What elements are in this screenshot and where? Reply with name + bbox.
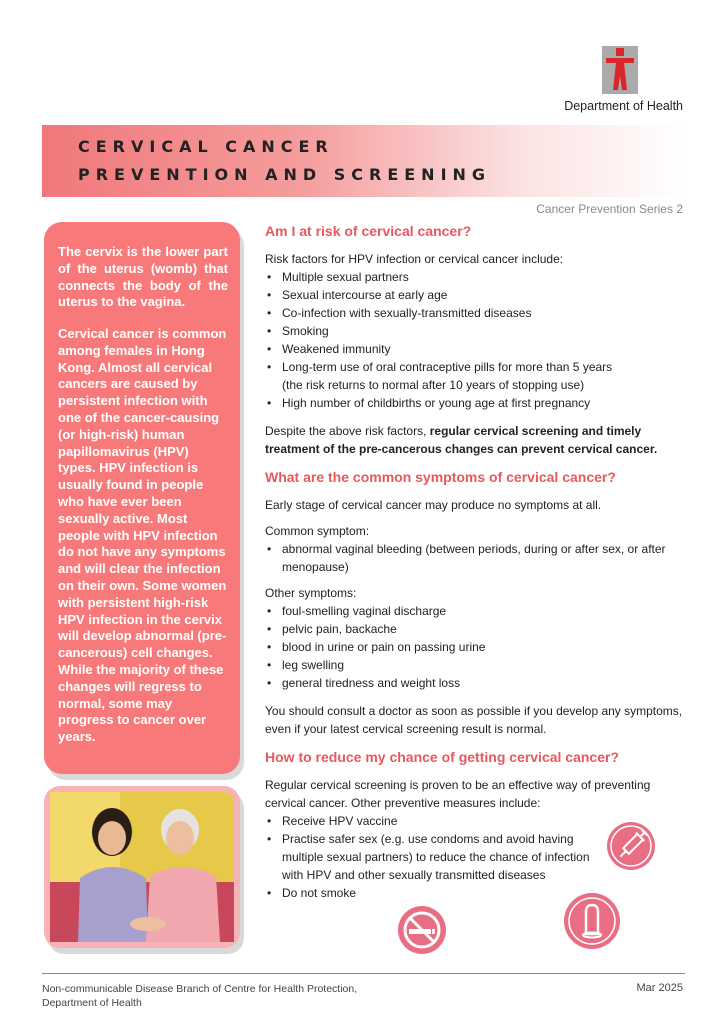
list-item-line: Practise safer sex (e.g. use condoms and avoid having — [282, 832, 574, 846]
footer-divider — [42, 973, 685, 974]
list-item: • Receive HPV vaccine — [265, 812, 685, 830]
risk-factor-list — [265, 268, 685, 412]
risk-conclusion-bold: regular cervical screening and timely treatment of the pre-cancerous changes can prevent cervical cancer. — [265, 424, 658, 456]
photo-women-frame — [44, 786, 240, 948]
no-smoking-icon — [397, 905, 447, 955]
photo-two-women — [50, 792, 234, 942]
list-item: • pelvic pain, backache — [265, 620, 685, 638]
list-item: • foul-smelling vaginal discharge — [265, 602, 685, 620]
footer-line2: Department of Health — [42, 997, 142, 1009]
condom-icon — [563, 892, 621, 950]
reduce-heading: How to reduce my chance of getting cervical cancer? — [265, 749, 619, 765]
risk-conclusion — [265, 422, 685, 458]
page-title-line2: PREVENTION AND SCREENING — [78, 165, 492, 184]
symptoms-heading: What are the common symptoms of cervical cancer? — [265, 469, 616, 485]
list-item: • abnormal vaginal bleeding (between periods, during or after sex, or after menopause) — [265, 540, 685, 576]
publication-date: Mar 2025 — [636, 982, 683, 994]
organization-name: Department of Health — [564, 99, 683, 113]
list-item: • Multiple sexual partners — [265, 268, 685, 286]
risk-heading: Am I at risk of cervical cancer? — [265, 223, 472, 239]
footer-source — [42, 982, 357, 1010]
list-item-line: multiple sexual partners) to reduce the chance of infection — [282, 850, 590, 864]
cervical-cancer-info: Cervical cancer is common among females in Hong Kong. Almost all cervical cancers are caused by persistent infection with one of the cancer-causing (or high-risk) human papillomavirus (HPV) types. HPV infection is usually found in people who have ever been sexually active. Most people with HPV infection do not have any symptoms and will clear the infection on their own. Some women with persistent high-risk HPV infection in the cervix will develop abnormal (pre-cancerous) cell changes. While the majority of these changes will regress to normal, some may progress to cancer over years. — [58, 326, 227, 745]
list-item: • Sexual intercourse at early age — [265, 286, 685, 304]
consult-advice: You should consult a doctor as soon as possible if you develop any symptoms, even if your latest cervical screening result is normal. — [265, 704, 683, 736]
common-symptom-label: Common symptom: — [265, 524, 370, 538]
series-label: Cancer Prevention Series 2 — [536, 202, 683, 216]
cervix-info-box — [44, 222, 240, 774]
list-item-note: (the risk returns to normal after 10 years of stopping use) — [282, 378, 585, 392]
list-item: • Do not smoke — [265, 884, 685, 902]
cervix-definition: The cervix is the lower part of the uterus (womb) that connects the body of the uterus to the vagina. — [58, 244, 228, 310]
list-item-line: with HPV and other sexually transmitted diseases — [282, 868, 546, 882]
footer-line1: Non-communicable Disease Branch of Centre for Health Protection, — [42, 983, 358, 995]
title-banner — [42, 125, 685, 197]
list-item: • blood in urine or pain on passing urine — [265, 638, 685, 656]
page-title-line1: CERVICAL CANCER — [78, 137, 334, 156]
early-stage-text: Early stage of cervical cancer may produce no symptoms at all. — [265, 498, 602, 512]
main-content — [265, 222, 685, 902]
risk-intro: Risk factors for HPV infection or cervical cancer include: — [265, 252, 564, 266]
list-item — [265, 358, 685, 394]
list-item: • leg swelling — [265, 656, 685, 674]
department-of-health-logo — [600, 44, 640, 96]
syringe-icon — [606, 821, 656, 871]
reduce-intro: Regular cervical screening is proven to be an effective way of preventing cervical cancer. Other preventive measures include: — [265, 778, 651, 810]
list-item: • High number of childbirths or young age at first pregnancy — [265, 394, 685, 412]
list-item: • Smoking — [265, 322, 685, 340]
list-item: • Weakened immunity — [265, 340, 685, 358]
list-item: • Co-infection with sexually-transmitted diseases — [265, 304, 685, 322]
list-item: • general tiredness and weight loss — [265, 674, 685, 692]
common-symptom-list — [265, 540, 685, 576]
list-item-text: Long-term use of oral contraceptive pills for more than 5 years — [282, 360, 613, 374]
other-symptoms-list — [265, 602, 685, 692]
other-symptoms-label: Other symptoms: — [265, 586, 357, 600]
risk-conclusion-plain: Despite the above risk factors, — [265, 424, 430, 438]
